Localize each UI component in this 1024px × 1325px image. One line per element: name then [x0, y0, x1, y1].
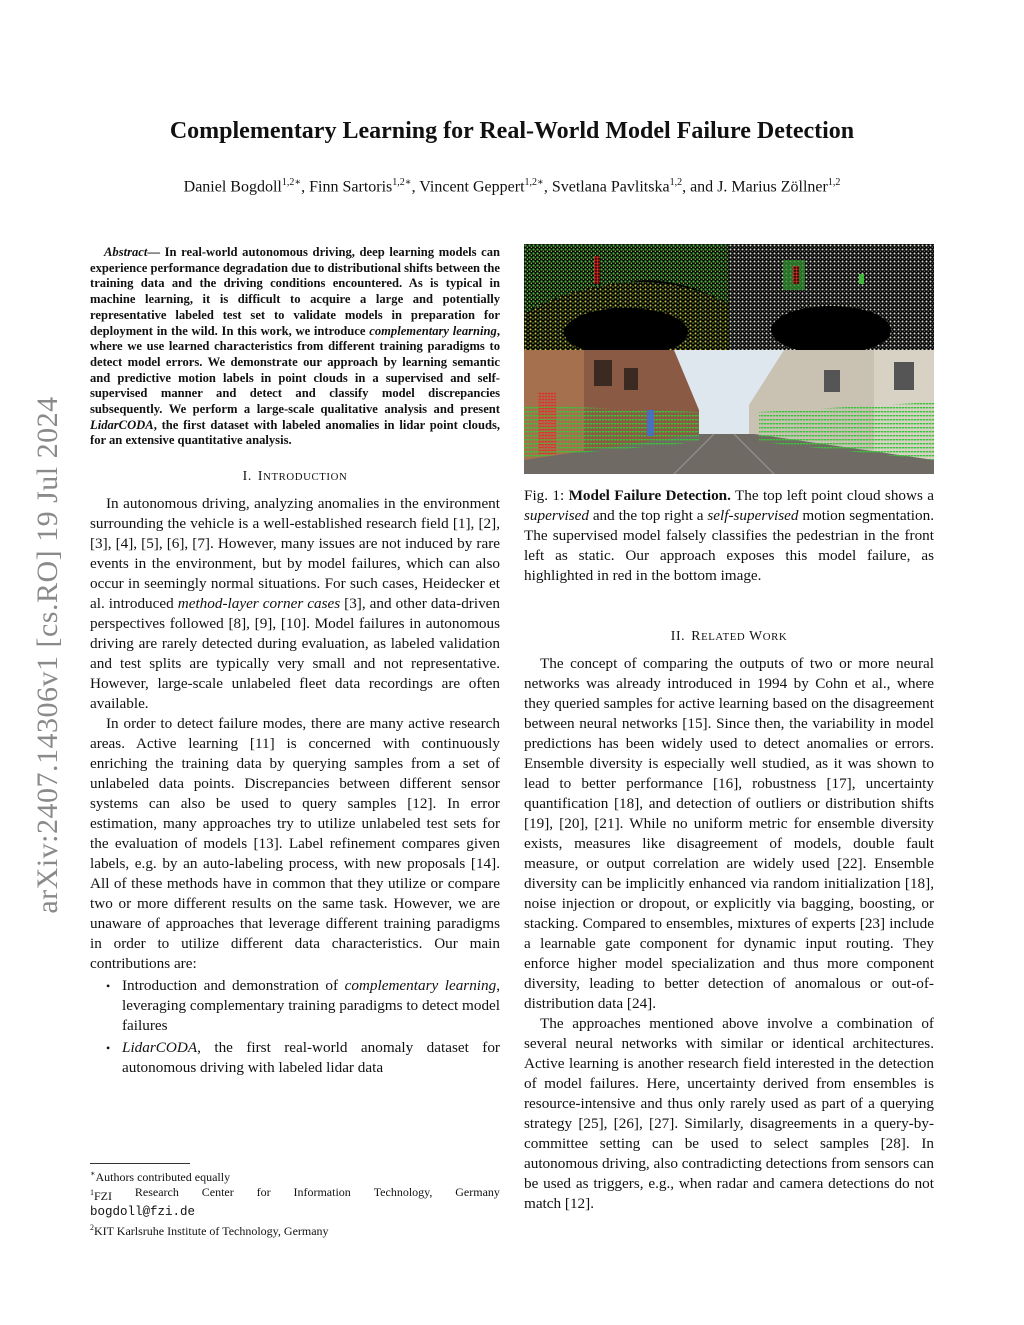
author-name: Finn Sartoris [309, 178, 393, 196]
camera-image-with-projected-points [524, 350, 934, 474]
abstract-segment: , the first dataset with labeled anomalies in lidar point clouds, for an extensive quantitative analysis. [90, 417, 500, 448]
abstract-segment: LidarCODA [90, 417, 154, 432]
contribution-item [106, 1038, 500, 1078]
intro-p1-segment: In autonomous driving, analyzing anomalies in the environment surrounding the vehicle is a well-established research field [1], [2], [3], [4], [5], [6], [7]. However, many issues are not induced by rare events in the environment, but by model failures, which can also occur in seemingly normal situations. For such cases, Heidecker et al. introduced [90, 495, 500, 613]
contribution-item [106, 976, 500, 1036]
intro-p1-segment: [3], and other data-driven perspectives followed [8], [9], [10]. Model failures in autonomous driving are rarely detected during evaluation, as labeled validation and test splits are typically very small and not representative. However, large-scale unlabeled fleet data recordings are often available. [90, 595, 500, 713]
contribution-segment: , the first real-world anomaly dataset for autonomous driving with labeled lidar data [122, 1039, 500, 1077]
footnote-word: Technology, [373, 1185, 433, 1199]
supervised-point-cloud-image [524, 244, 729, 350]
related-work-paragraph-2: The approaches mentioned above involve a combination of several neural networks with similar or identical architectures. Active learning is another research field interested in the detection of model failures. Here, uncertainty derived from ensembles is resource-intensive and thus only rarely used as part of a querying strategy [25], [26], [27]. Similarly, disagreements in a query-by-committee setting can be used to select samples [28]. In autonomous driving, also contradicting detections from sensors can be used as triggers, e.g., when radar and camera detections do not match [12]. [524, 1015, 934, 1212]
section-heading-related-work: II. RELATED WORK [670, 628, 788, 643]
intro-paragraph-2: In order to detect failure modes, there are many active research areas. Active learning [11] is concerned with continuously enriching the training data by querying samples from a set of unlabeled data points. Discrepancies between different sensor systems can also be used to query samples [12]. In error estimation, many approaches try to utilize unlabeled test sets for the evaluation of models [13]. Label refinement compares given labels, e.g. by an auto-labeling process, with new proposals [14]. All of these methods have in common that they utilize or compare two or more different results on the same task. However, we are unaware of approaches that leverage different training paradigms in order to utilize different data characteristics. Our main contributions are: [90, 715, 500, 973]
footnote-word: Research [134, 1185, 179, 1199]
right-column [524, 244, 934, 1214]
section-heading-introduction: I. INTRODUCTION [242, 468, 348, 484]
section-title: RELATED WORK [691, 628, 788, 643]
contributions-list [90, 976, 500, 1078]
intro-paragraph-1 [90, 494, 500, 714]
abstract-segment: In real-world autonomous driving, deep learning models can experience performance degradation due to distributional shifts between the training data and the driving conditions encountered. As is typical in machine learning, it is difficult to acquire a large and potentially representative labeled test set to validate models in preparation for deployment in the wild. In this work, we introduce [90, 245, 500, 338]
author-name: Svetlana Pavlitska [551, 178, 670, 196]
abstract: Abstract— In real-world autonomous driving, deep learning models can experience performance degradation due to distributional shifts between the training data and the driving conditions encountered. As is typical in machine learning, it is difficult to acquire a large and potentially representative labeled test set to validate models in preparation for deployment in the wild. In this work, we introduce complementary learning, where we use learned characteristics from different training paradigms to detect model errors. We demonstrate our approach by learning semantic and predictive motion labels in point clouds in a supervised and self-supervised manner and detect and classify model discrepancies subsequently. We perform a large-scale qualitative analysis and present LidarCODA, the first dataset with labeled anomalies in lidar point clouds, for an extensive quantitative analysis. [90, 245, 500, 448]
author-affiliation-mark: 1,2 [827, 177, 841, 188]
abstract-segment: complementary learning [369, 323, 497, 338]
author-affiliation-mark: 1,2∗ [524, 177, 544, 188]
contribution-segment: LidarCODA [122, 1039, 198, 1057]
abstract-label: Abstract [104, 245, 148, 259]
arxiv-identifier: arXiv:2407.14306v1 [cs.RO] 19 Jul 2024 [30, 396, 64, 914]
author-affiliation-mark: 1,2∗ [281, 177, 302, 188]
author-affiliation-mark: 1,2 [669, 177, 683, 188]
contribution-segment: , leveraging complementary training paradigms to detect model failures [122, 977, 500, 1035]
footnote-email[interactable]: bogdoll@fzi.de [90, 1205, 196, 1219]
intro-p1-segment: method-layer corner cases [177, 595, 341, 613]
author-name: Daniel Bogdoll [183, 178, 282, 196]
footnotes [90, 1163, 500, 1239]
self-supervised-point-cloud-image [729, 244, 934, 350]
author-name: J. Marius Zöllner [717, 178, 828, 196]
footnote-word: Center [201, 1185, 234, 1199]
author-name: Vincent Geppert [419, 178, 525, 196]
footnote-word: $^1$FZI [90, 1188, 112, 1203]
footnote-fzi [90, 1185, 500, 1204]
related-work-paragraph-1: The concept of comparing the outputs of two or more neural networks was already introduced in 1994 by Cohn et al., where they queried samples for active learning based on the disagreement between neural networks [15]. Since then, the variability in model predictions has been widely used to detect anomalies or errors. Ensemble diversity is especially well studied, as it was shown to lead to better performance [16], robustness [17], uncertainty quantification [18], and detection of outliers or distribution shifts [19], [20], [21]. While no uniform metric for ensemble diversity exists, measures like disagreement of models, double fault measure, or output correlation are widely used [22]. Ensemble diversity can be implicitly enhanced via random initialization [18], noise injection or dropout, or explicitly via bagging, boosting, or stacking. Compared to ensembles, mixtures of experts [23] include a learnable gate component for dynamic input routing. They enforce higher model specialization and thus more component diversity, leading to better detection of anomalous or out-of-distribution data [24]. [524, 655, 934, 1012]
footnote-word: for [256, 1185, 271, 1199]
author-list: Daniel Bogdoll$^{1,2∗}$, Finn Sartoris$^{1,2∗}$, Vincent Geppert$^{1,2∗}$, Svetlana Pavlitska$^{1,2}$, and J. Marius Zöllner$^{1,2}$ [183, 177, 841, 196]
figure-1-image [524, 244, 934, 474]
abstract-segment: , where we use learned characteristics from different training paradigms to detect model errors. We demonstrate our approach by learning semantic and predictive motion labels in point clouds in a supervised and self-supervised manner and detect and classify model discrepancies subsequently. We perform a large-scale qualitative analysis and present [90, 323, 500, 417]
footnote-kit: $^2$KIT Karlsruhe Institute of Technology, Germany [90, 1223, 329, 1238]
footnote-word: Germany [455, 1185, 500, 1199]
caption-segment: supervised [524, 507, 589, 524]
contribution-segment: complementary learning [344, 977, 497, 995]
footnote-rule [90, 1163, 190, 1164]
contribution-segment: Introduction and demonstration of [122, 977, 345, 995]
figure-title: Model Failure Detection. [568, 487, 731, 504]
caption-segment: The top left point cloud shows a [730, 487, 934, 504]
left-column [90, 245, 500, 1080]
section-title: INTRODUCTION [257, 468, 348, 484]
figure-label: Fig. 1: [524, 487, 565, 504]
caption-segment: and the top right a [588, 507, 708, 524]
caption-segment: self-supervised [707, 507, 799, 524]
footnote-equal-contribution: ∗Authors contributed equally [90, 1169, 231, 1184]
bullet-icon: • [106, 1041, 111, 1056]
bullet-icon: • [106, 979, 111, 994]
caption-segment: motion segmentation. The supervised model falsely classifies the pedestrian in the front left as static. Our approach exposes this model failure, as highlighted in red in the bottom image. [524, 507, 934, 584]
footnote-word: Information [293, 1185, 351, 1199]
author-affiliation-mark: 1,2∗ [392, 177, 412, 188]
figure-1-caption [524, 486, 934, 586]
paper-title: Complementary Learning for Real-World Model Failure Detection [169, 118, 855, 144]
